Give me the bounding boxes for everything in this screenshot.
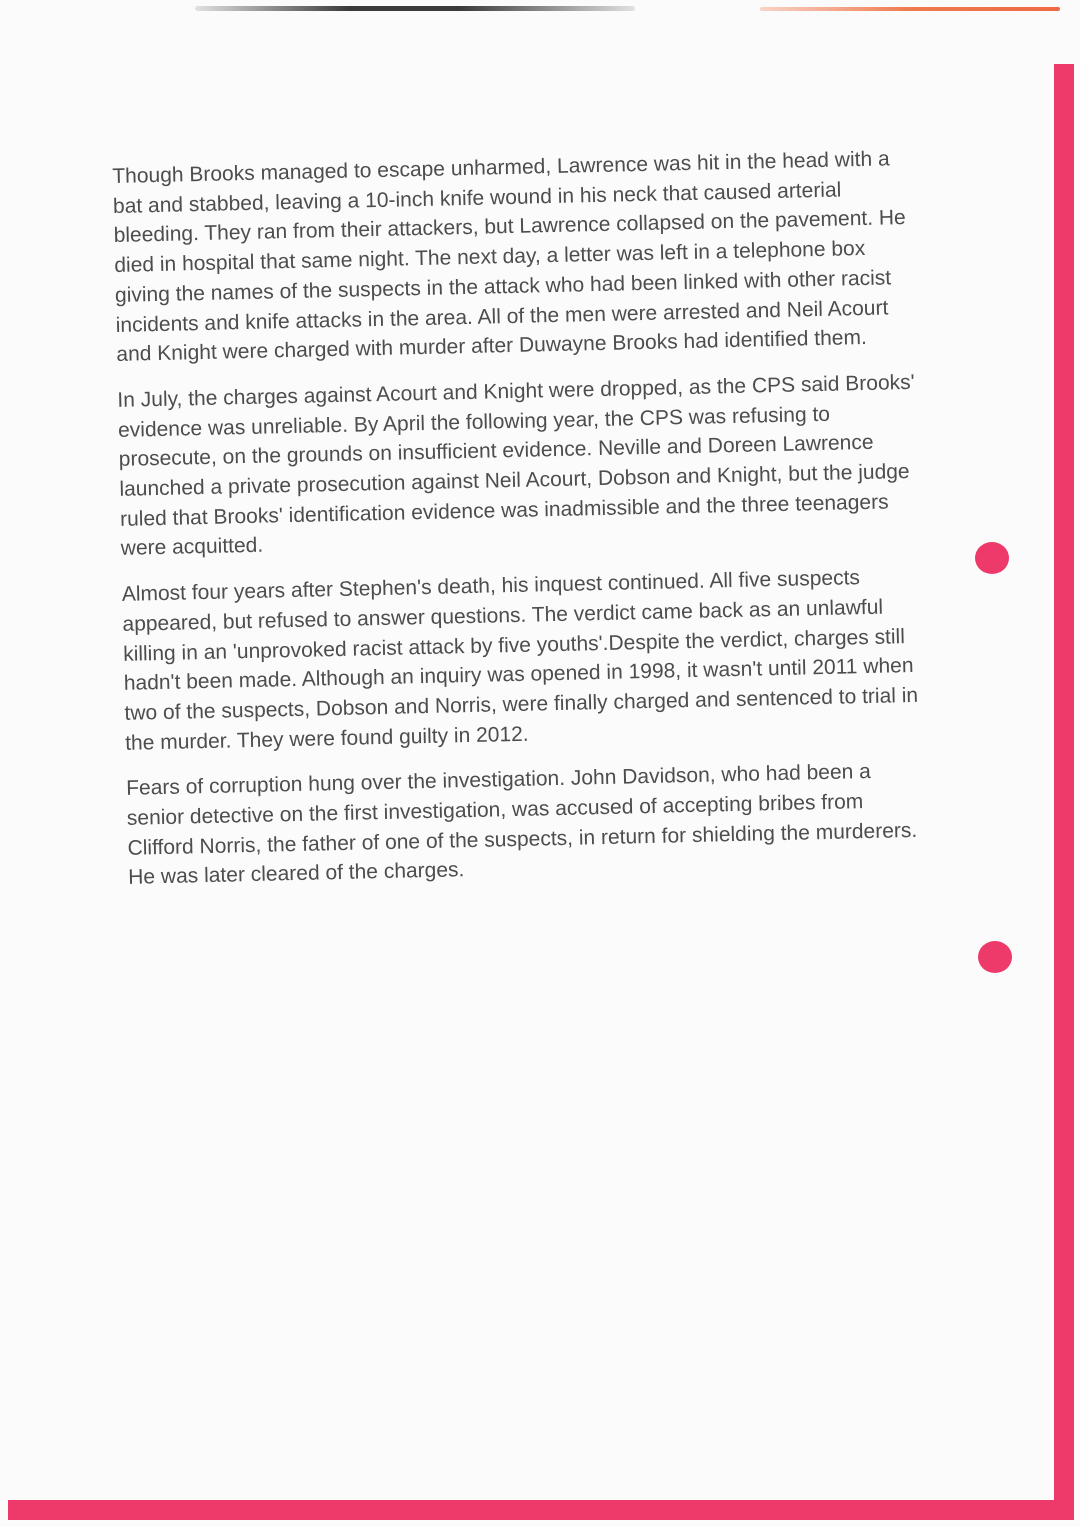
- binder-hole-dot: [975, 542, 1009, 574]
- bottom-border-bar: [8, 1500, 1074, 1520]
- paragraph: Fears of corruption hung over the investigation. John Davidson, who had been a senior detective on the first investigation, was accused of accepting bribes from Clifford Norris, the father of one of the suspects, in return for shielding the murderers. He was later cleared of the charges.: [125, 760, 918, 890]
- top-edge-accent: [760, 7, 1060, 11]
- paragraph: Almost four years after Stephen's death, his inquest continued. All five suspects appeared, but refused to answer questions. The verdict came back as an unlawful killing in an 'unprovoked racist attack by five youths'.Despite the verdict, charges still hadn't been made. Although an inquiry was opened in 1998, it wasn't until 2011 when two of the suspects, Dobson and Norris, were finally charged and sentenced to trial in the murder. They were found guilty in 2012.: [121, 566, 919, 755]
- paragraph: Though Brooks managed to escape unharmed, Lawrence was hit in the head with a bat and stabbed, leaving a 10-inch knife wound in his neck that caused arterial bleeding. They ran from their attackers, but Lawrence collapsed on the pavement. He died in hospital that same night. The next day, a letter was left in a telephone box giving the names of the suspects in the attack who had been linked with other racist incidents and knife attacks in the area. All of the men were arrested and Neil Acourt and Knight were charged with murder after Duwayne Brooks had identified them.: [112, 147, 906, 367]
- top-edge-shadow: [195, 6, 635, 11]
- paragraph: In July, the charges against Acourt and Knight were dropped, as the CPS said Brooks' evidence was unreliable. By April the following year, the CPS was refusing to prosecute, on the grounds on insufficient evidence. Neville and Doreen Lawrence launched a private prosecution against Neil Acourt, Dobson and Knight, but the judge ruled that Brooks' identification evidence was inadmissible and the three teenagers were acquitted.: [117, 370, 915, 561]
- binder-hole-dot: [978, 941, 1012, 973]
- right-border-bar: [1054, 64, 1074, 1514]
- document-body: [112, 144, 929, 909]
